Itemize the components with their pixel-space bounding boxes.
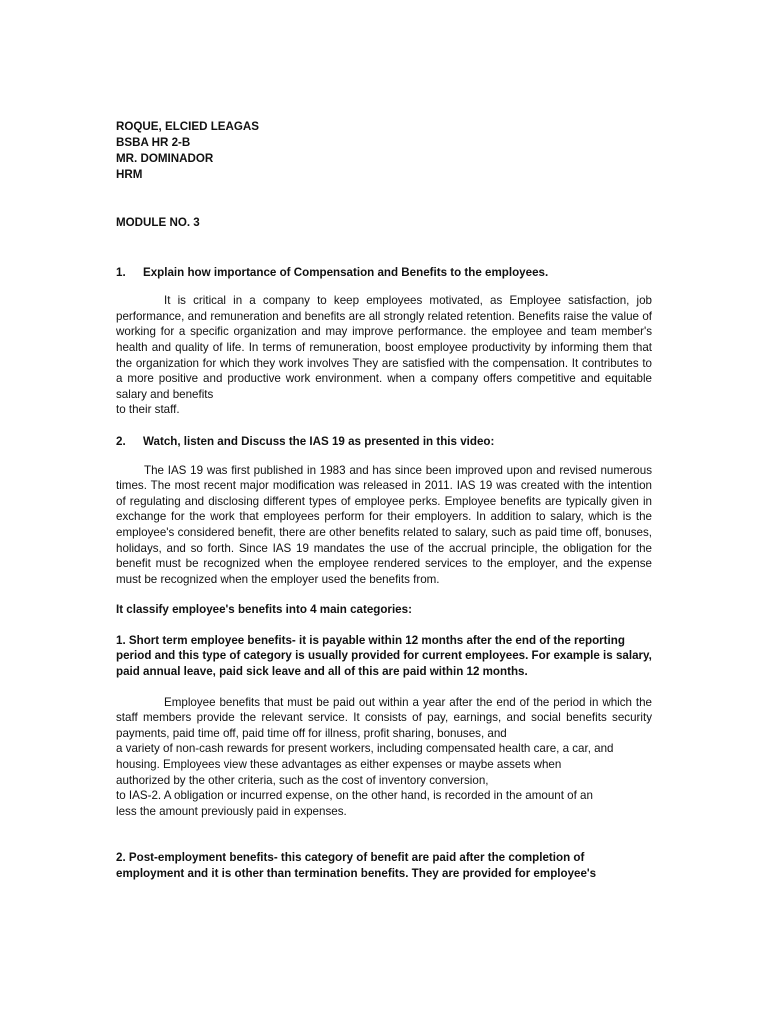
category-1-body — [116, 695, 652, 820]
student-name: ROQUE, ELCIED LEAGAS — [116, 120, 260, 133]
category-1-body-a: Employee benefits that must be paid out within a year after the end of the period in which the staff members provide the relevant service. It consists of pay, earnings, and social benefits security payments, paid time off, paid time off for illness, profit sharing, bonuses, and — [116, 695, 652, 740]
question-1-number: 1. — [116, 265, 126, 279]
answer-1-paragraph: It is critical in a company to keep employees motivated, as Employee satisfaction, job performance, and remuneration and benefits are all strongly related retention. Benefits raise the value of working for a specific organization and may improve performance. the employee and team member's health and quality of life. In terms of remuneration, boost employee productivity by informing them that the organization for which they work involves They are satisfied with the compensation. It contributes to a more positive and productive work environment. when a company offers competitive and equitable salary and benefits — [116, 294, 652, 401]
document-page — [116, 119, 652, 882]
category-1-body-f: less the amount previously paid in expenses. — [116, 804, 347, 818]
category-1-body-d: authorized by the other criteria, such as the cost of inventory conversion, — [116, 773, 489, 787]
header-block — [116, 119, 652, 183]
category-1-body-b: a variety of non-cash rewards for present workers, including compensated health care, a car, and — [116, 742, 614, 756]
category-1-body-e: to IAS-2. A obligation or incurred expense, on the other hand, is recorded in the amount of an — [116, 789, 593, 803]
category-1-heading: 1. Short term employee benefits- it is payable within 12 months after the end of the reporting period and this type of category is usually provided for current employees. For example is salary, paid annual leave, paid sick leave and all of this are paid within 12 months. — [116, 633, 652, 679]
subject-name: HRM — [116, 168, 143, 181]
answer-2-paragraph: The IAS 19 was first published in 1983 and has since been improved upon and revised numerous times. The most recent major modification was released in 2011. IAS 19 was created with the intention of regulating and disclosing different types of employee perks. Employee benefits are typically given in exchange for the work that employees perform for their employers. In addition to salary, which is the employee's considered benefit, there are other benefits related to salary, such as paid time off, bonuses, holidays, and so forth. Since IAS 19 mandates the use of the accrual principle, the obligation for the benefit must be recognized when the employee rendered services to the employer, and the expense must be recognized when the employer used the benefits from. — [116, 463, 652, 586]
category-1-body-c: housing. Employees view these advantages as either expenses or maybe assets when — [116, 758, 562, 772]
question-2-number: 2. — [116, 434, 126, 448]
question-2 — [116, 434, 652, 450]
question-1-text: Explain how importance of Compensation and Benefits to the employees. — [143, 265, 549, 279]
question-1 — [116, 265, 652, 281]
question-2-text: Watch, listen and Discuss the IAS 19 as presented in this video: — [143, 434, 495, 448]
student-section: BSBA HR 2-B — [116, 136, 191, 149]
instructor-name: MR. DOMINADOR — [116, 152, 214, 165]
category-2-heading: 2. Post-employment benefits- this category of benefit are paid after the completion of employment and it is other than termination benefits. They are provided for employee's — [116, 851, 597, 880]
classify-heading: It classify employee's benefits into 4 main categories: — [116, 603, 412, 617]
module-title: MODULE NO. 3 — [116, 216, 200, 229]
answer-1-ending: to their staff. — [116, 403, 180, 417]
